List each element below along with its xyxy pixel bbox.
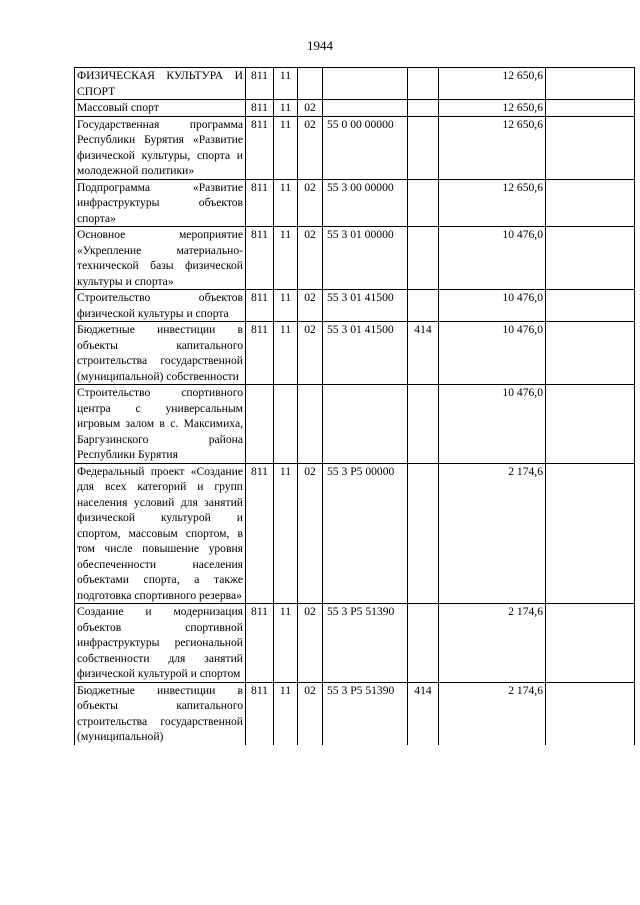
section-code-cell: 11 [274,290,298,322]
row-name-cell: Подпрограмма «Развитие инфраструктуры объектов спорта» [75,179,246,227]
amount-cell: 2 174,6 [439,682,546,745]
target-article-cell: 55 3 P5 51390 [323,682,408,745]
subsection-code-cell: 02 [298,227,323,290]
extra-cell [546,385,635,464]
row-name-cell: ФИЗИЧЕСКАЯ КУЛЬТУРА И СПОРТ [75,68,246,100]
row-name-cell: Федеральный проект «Создание для всех категорий и групп населения условий для занятий физической культурой и спортом, массовым спортом, в том числе повышение уровня обеспеченности населения объектами спорта, а также подготовка спортивного резерва» [75,463,246,604]
section-code-cell: 11 [274,682,298,745]
page-number: 1944 [307,38,333,53]
ministry-code-cell: 811 [246,179,274,227]
table-row [75,463,635,604]
row-name-cell: Бюджетные инвестиции в объекты капитального строительства государственной (муниципальной) собственности [75,322,246,385]
row-name-cell: Строительство объектов физической культуры и спорта [75,290,246,322]
extra-cell [546,290,635,322]
expense-type-cell: 414 [408,682,439,745]
amount-cell: 2 174,6 [439,604,546,683]
section-code-cell: 11 [274,604,298,683]
row-name-cell: Массовый спорт [75,100,246,117]
row-name-cell: Государственная программа Республики Бурятия «Развитие физической культуры, спорта и молодежной политики» [75,116,246,179]
amount-cell: 12 650,6 [439,100,546,117]
amount-cell: 12 650,6 [439,68,546,100]
target-article-cell: 55 3 P5 51390 [323,604,408,683]
ministry-code-cell: 811 [246,682,274,745]
expense-type-cell [408,100,439,117]
row-name-cell: Создание и модернизация объектов спортивной инфраструктуры региональной собственности для занятий физической культурой и спортом [75,604,246,683]
expense-type-cell [408,116,439,179]
extra-cell [546,463,635,604]
budget-table [74,67,635,745]
amount-cell: 12 650,6 [439,179,546,227]
amount-cell: 2 174,6 [439,463,546,604]
table-row [75,682,635,745]
table-row [75,116,635,179]
amount-cell: 10 476,0 [439,227,546,290]
amount-cell: 12 650,6 [439,116,546,179]
table-row [75,68,635,100]
subsection-code-cell: 02 [298,463,323,604]
section-code-cell: 11 [274,100,298,117]
table-row [75,604,635,683]
subsection-code-cell: 02 [298,322,323,385]
amount-cell: 10 476,0 [439,322,546,385]
amount-cell: 10 476,0 [439,385,546,464]
row-name-cell: Строительство спортивного центра с универсальным игровым залом в с. Максимиха, Баргузинского района Республики Бурятия [75,385,246,464]
subsection-code-cell: 02 [298,682,323,745]
subsection-code-cell: 02 [298,290,323,322]
table-row [75,385,635,464]
ministry-code-cell [246,385,274,464]
extra-cell [546,227,635,290]
expense-type-cell [408,68,439,100]
section-code-cell: 11 [274,227,298,290]
subsection-code-cell: 02 [298,100,323,117]
ministry-code-cell: 811 [246,116,274,179]
target-article-cell: 55 3 00 00000 [323,179,408,227]
extra-cell [546,682,635,745]
extra-cell [546,68,635,100]
ministry-code-cell: 811 [246,100,274,117]
target-article-cell [323,100,408,117]
expense-type-cell [408,179,439,227]
section-code-cell: 11 [274,179,298,227]
table-row [75,227,635,290]
expense-type-cell: 414 [408,322,439,385]
section-code-cell: 11 [274,322,298,385]
subsection-code-cell: 02 [298,604,323,683]
expense-type-cell [408,385,439,464]
ministry-code-cell: 811 [246,322,274,385]
target-article-cell: 55 3 01 41500 [323,322,408,385]
expense-type-cell [408,463,439,604]
ministry-code-cell: 811 [246,227,274,290]
ministry-code-cell: 811 [246,68,274,100]
subsection-code-cell: 02 [298,116,323,179]
ministry-code-cell: 811 [246,290,274,322]
section-code-cell: 11 [274,463,298,604]
extra-cell [546,116,635,179]
extra-cell [546,604,635,683]
target-article-cell: 55 3 01 41500 [323,290,408,322]
subsection-code-cell [298,385,323,464]
table-row [75,322,635,385]
table-row [75,100,635,117]
row-name-cell: Основное мероприятие «Укрепление материально-технической базы физической культуры и спорта» [75,227,246,290]
subsection-code-cell [298,68,323,100]
section-code-cell: 11 [274,116,298,179]
ministry-code-cell: 811 [246,604,274,683]
target-article-cell [323,385,408,464]
target-article-cell: 55 3 01 00000 [323,227,408,290]
table-body [75,68,635,745]
expense-type-cell [408,227,439,290]
subsection-code-cell: 02 [298,179,323,227]
target-article-cell: 55 0 00 00000 [323,116,408,179]
section-code-cell [274,385,298,464]
row-name-cell: Бюджетные инвестиции в объекты капитального строительства государственной (муниципальной) [75,682,246,745]
target-article-cell: 55 3 P5 00000 [323,463,408,604]
table-row [75,179,635,227]
extra-cell [546,322,635,385]
extra-cell [546,179,635,227]
extra-cell [546,100,635,117]
ministry-code-cell: 811 [246,463,274,604]
target-article-cell [323,68,408,100]
amount-cell: 10 476,0 [439,290,546,322]
table-row [75,290,635,322]
section-code-cell: 11 [274,68,298,100]
expense-type-cell [408,290,439,322]
expense-type-cell [408,604,439,683]
